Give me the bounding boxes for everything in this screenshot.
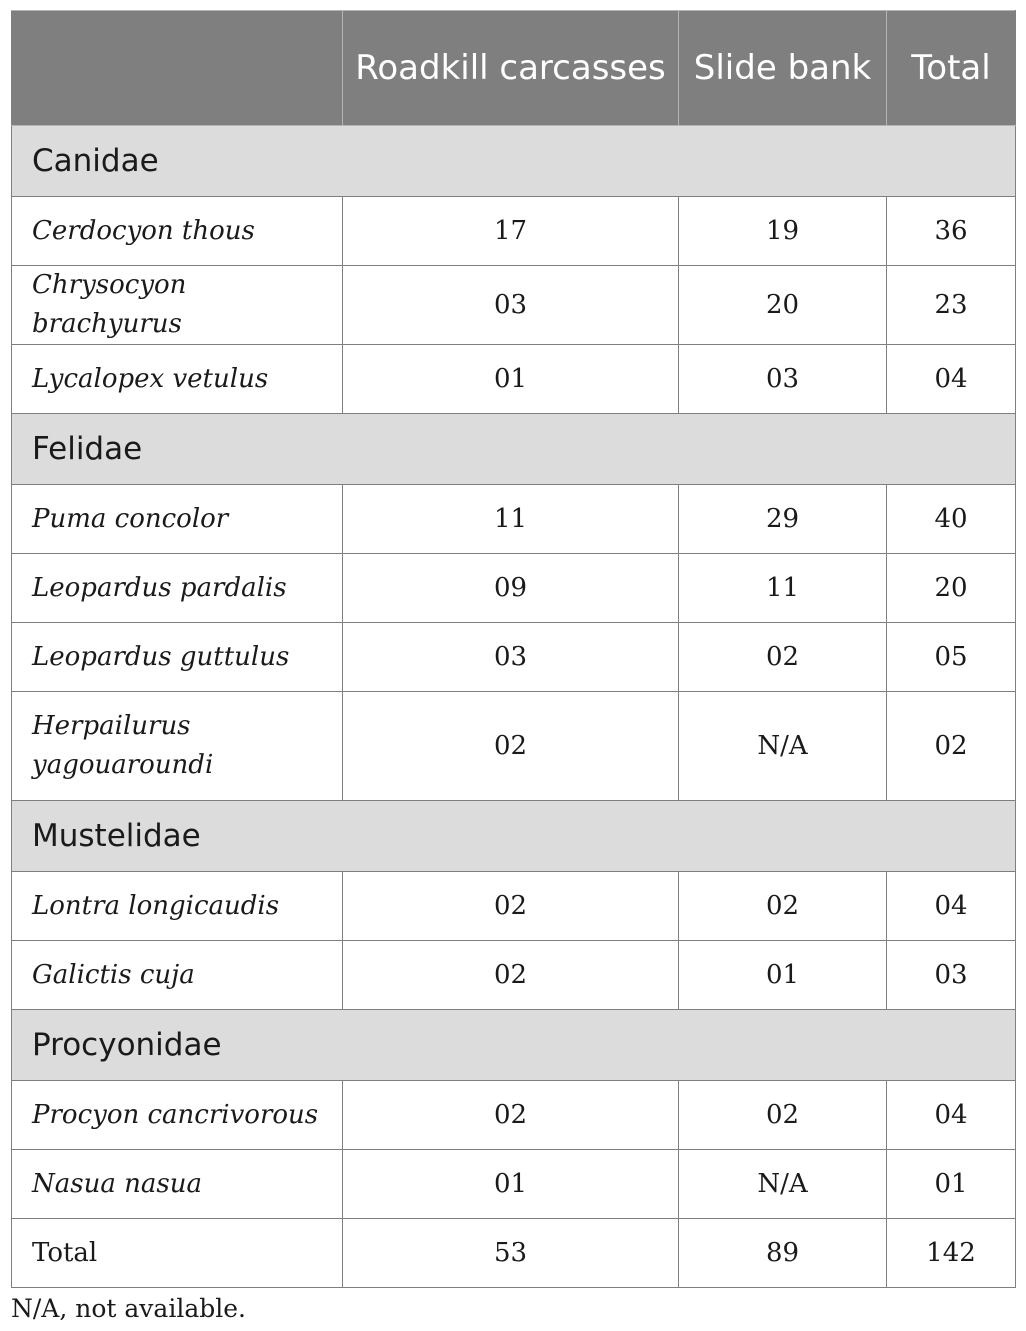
header-slide-bank: Slide bank [679,11,887,126]
species-name: Cerdocyon thous [12,197,343,266]
species-name: Procyon cancrivorous [12,1081,343,1150]
slide-value: 02 [679,872,887,941]
roadkill-value: 02 [343,1081,679,1150]
header-roadkill: Roadkill carcasses [343,11,679,126]
species-name: Chrysocyon brachyurus [12,266,343,345]
roadkill-value: 17 [343,197,679,266]
slide-value: 19 [679,197,887,266]
table-row [12,345,1016,414]
total-value: 20 [887,554,1016,623]
table-row [12,485,1016,554]
table-row [12,1081,1016,1150]
slide-value: 02 [679,1081,887,1150]
total-value: 03 [887,941,1016,1010]
table-row [12,941,1016,1010]
table-row [12,266,1016,345]
roadkill-value: 02 [343,872,679,941]
slide-value: 01 [679,941,887,1010]
family-row-mustelidae [12,801,1016,872]
totals-label: Total [12,1219,343,1288]
roadkill-value: 09 [343,554,679,623]
header-total: Total [887,11,1016,126]
species-name: Nasua nasua [12,1150,343,1219]
header-row [12,11,1016,126]
slide-total: 89 [679,1219,887,1288]
total-value: 36 [887,197,1016,266]
roadkill-value: 01 [343,345,679,414]
total-value: 40 [887,485,1016,554]
species-name: Galictis cuja [12,941,343,1010]
total-value: 05 [887,623,1016,692]
roadkill-total: 53 [343,1219,679,1288]
table-row [12,554,1016,623]
species-name: Leopardus pardalis [12,554,343,623]
roadkill-value: 02 [343,692,679,801]
roadkill-value: 02 [343,941,679,1010]
family-label: Mustelidae [12,801,1016,872]
total-value: 01 [887,1150,1016,1219]
table-row [12,1150,1016,1219]
slide-value: N/A [679,1150,887,1219]
family-row-procyonidae [12,1010,1016,1081]
table-row [12,872,1016,941]
slide-value: 20 [679,266,887,345]
table-row [12,623,1016,692]
slide-value: N/A [679,692,887,801]
roadkill-value: 11 [343,485,679,554]
family-row-felidae [12,414,1016,485]
family-label: Felidae [12,414,1016,485]
total-value: 23 [887,266,1016,345]
total-value: 04 [887,345,1016,414]
family-row-canidae [12,126,1016,197]
family-label: Procyonidae [12,1010,1016,1081]
table-container [11,10,1015,1288]
species-name: Puma concolor [12,485,343,554]
roadkill-value: 03 [343,266,679,345]
header-species [12,11,343,126]
grand-total: 142 [887,1219,1016,1288]
family-label: Canidae [12,126,1016,197]
species-name: Leopardus guttulus [12,623,343,692]
table-footnote: N/A, not available. [11,1294,246,1323]
slide-value: 29 [679,485,887,554]
slide-value: 11 [679,554,887,623]
species-name: Lontra longicaudis [12,872,343,941]
total-value: 04 [887,1081,1016,1150]
total-value: 02 [887,692,1016,801]
totals-row [12,1219,1016,1288]
species-name: Lycalopex vetulus [12,345,343,414]
roadkill-value: 01 [343,1150,679,1219]
roadkill-value: 03 [343,623,679,692]
slide-value: 02 [679,623,887,692]
table-row [12,692,1016,801]
table-row [12,197,1016,266]
species-name: Herpailurus yagouaroundi [12,692,343,801]
total-value: 04 [887,872,1016,941]
slide-value: 03 [679,345,887,414]
species-table [11,10,1016,1288]
